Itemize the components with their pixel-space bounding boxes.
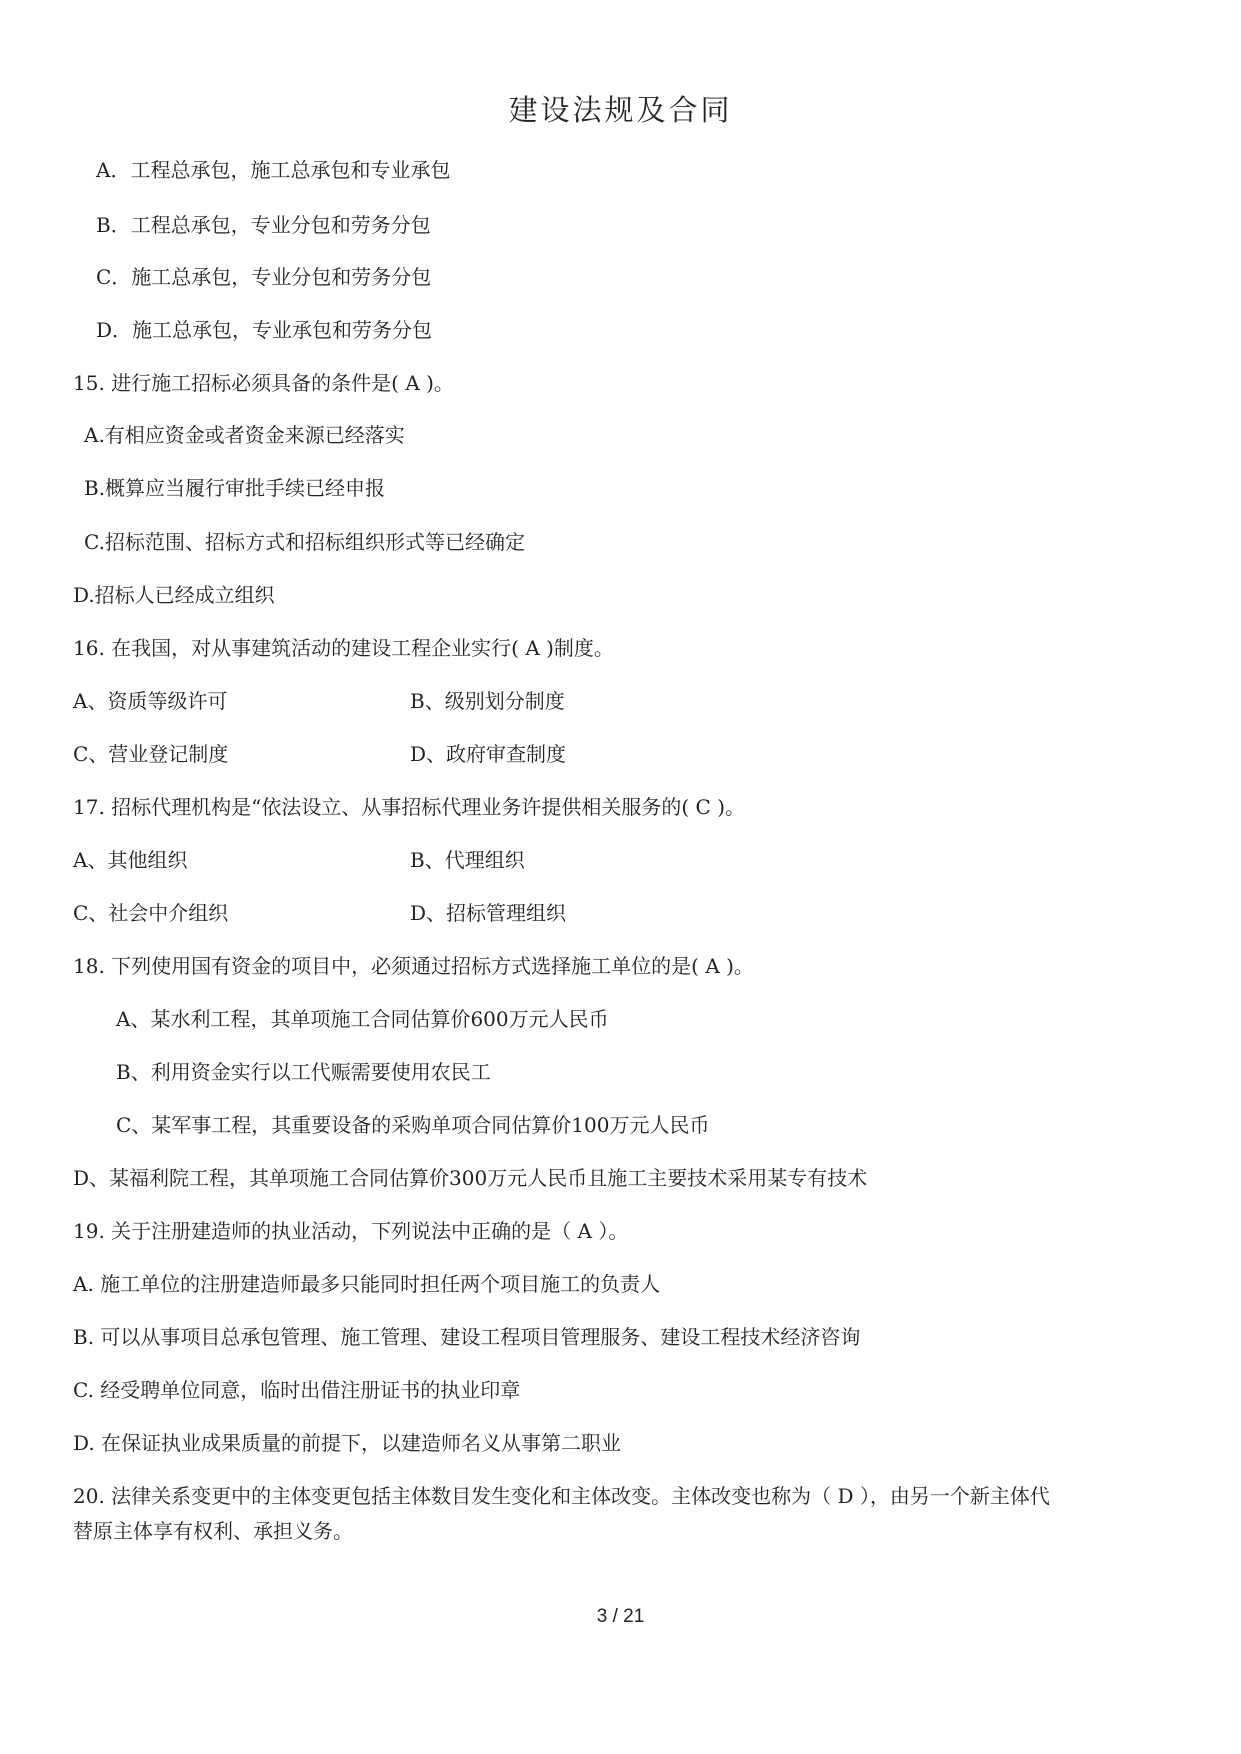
q16-option-b: B、级别划分制度: [410, 689, 565, 713]
q14-option-a: A．工程总承包，施工总承包和专业承包: [96, 158, 451, 182]
q18-question: 18. 下列使用国有资金的项目中，必须通过招标方式选择施工单位的是( A )。: [73, 954, 754, 978]
q17-option-b: B、代理组织: [410, 848, 525, 872]
q18-option-a: A、某水利工程，其单项施工合同估算价600万元人民币: [116, 1007, 609, 1031]
q16-question: 16. 在我国，对从事建筑活动的建设工程企业实行( A )制度。: [73, 636, 614, 660]
q19-option-d: D. 在保证执业成果质量的前提下，以建造师名义从事第二职业: [73, 1431, 622, 1455]
q20-question-line2: 替原主体享有权利、承担义务。: [73, 1519, 353, 1543]
q15-question: 15. 进行施工招标必须具备的条件是( A )。: [73, 371, 454, 395]
q18-option-d: D、某福利院工程，其单项施工合同估算价300万元人民币且施工主要技术采用某专有技术: [73, 1166, 868, 1190]
q16-option-d: D、政府审查制度: [410, 742, 567, 766]
q17-option-c: C、社会中介组织: [73, 901, 229, 925]
q18-option-c: C、某军事工程，其重要设备的采购单项合同估算价100万元人民币: [116, 1113, 710, 1137]
q17-option-a: A、其他组织: [73, 848, 188, 872]
q15-option-c: C.招标范围、招标方式和招标组织形式等已经确定: [84, 530, 525, 554]
q17-option-d: D、招标管理组织: [410, 901, 567, 925]
page-number: 3 / 21: [596, 1606, 645, 1627]
q17-question: 17. 招标代理机构是“依法设立、从事招标代理业务许提供相关服务的( C )。: [73, 795, 746, 819]
q19-option-c: C. 经受聘单位同意，临时出借注册证书的执业印章: [73, 1378, 521, 1402]
q18-option-b: B、利用资金实行以工代赈需要使用农民工: [116, 1060, 491, 1084]
q15-option-d: D.招标人已经成立组织: [73, 583, 275, 607]
q14-option-d: D．施工总承包，专业承包和劳务分包: [96, 318, 433, 342]
q15-option-a: A.有相应资金或者资金来源已经落实: [84, 423, 405, 447]
q20-question-line1: 20. 法律关系变更中的主体变更包括主体数目发生变化和主体改变。主体改变也称为（ D ），由另一个新主体代: [73, 1484, 1050, 1508]
q16-option-a: A、资质等级许可: [73, 689, 228, 713]
q14-option-c: C．施工总承包，专业分包和劳务分包: [96, 265, 432, 289]
document-title: 建设法规及合同: [508, 93, 733, 127]
q19-option-b: B. 可以从事项目总承包管理、施工管理、建设工程项目管理服务、建设工程技术经济咨询: [73, 1325, 861, 1349]
q16-option-c: C、营业登记制度: [73, 742, 229, 766]
q19-question: 19. 关于注册建造师的执业活动，下列说法中正确的是（ A ）。: [73, 1219, 629, 1243]
q15-option-b: B.概算应当履行审批手续已经申报: [84, 476, 386, 500]
q14-option-b: B．工程总承包，专业分包和劳务分包: [96, 213, 431, 237]
q19-option-a: A. 施工单位的注册建造师最多只能同时担任两个项目施工的负责人: [73, 1272, 661, 1296]
